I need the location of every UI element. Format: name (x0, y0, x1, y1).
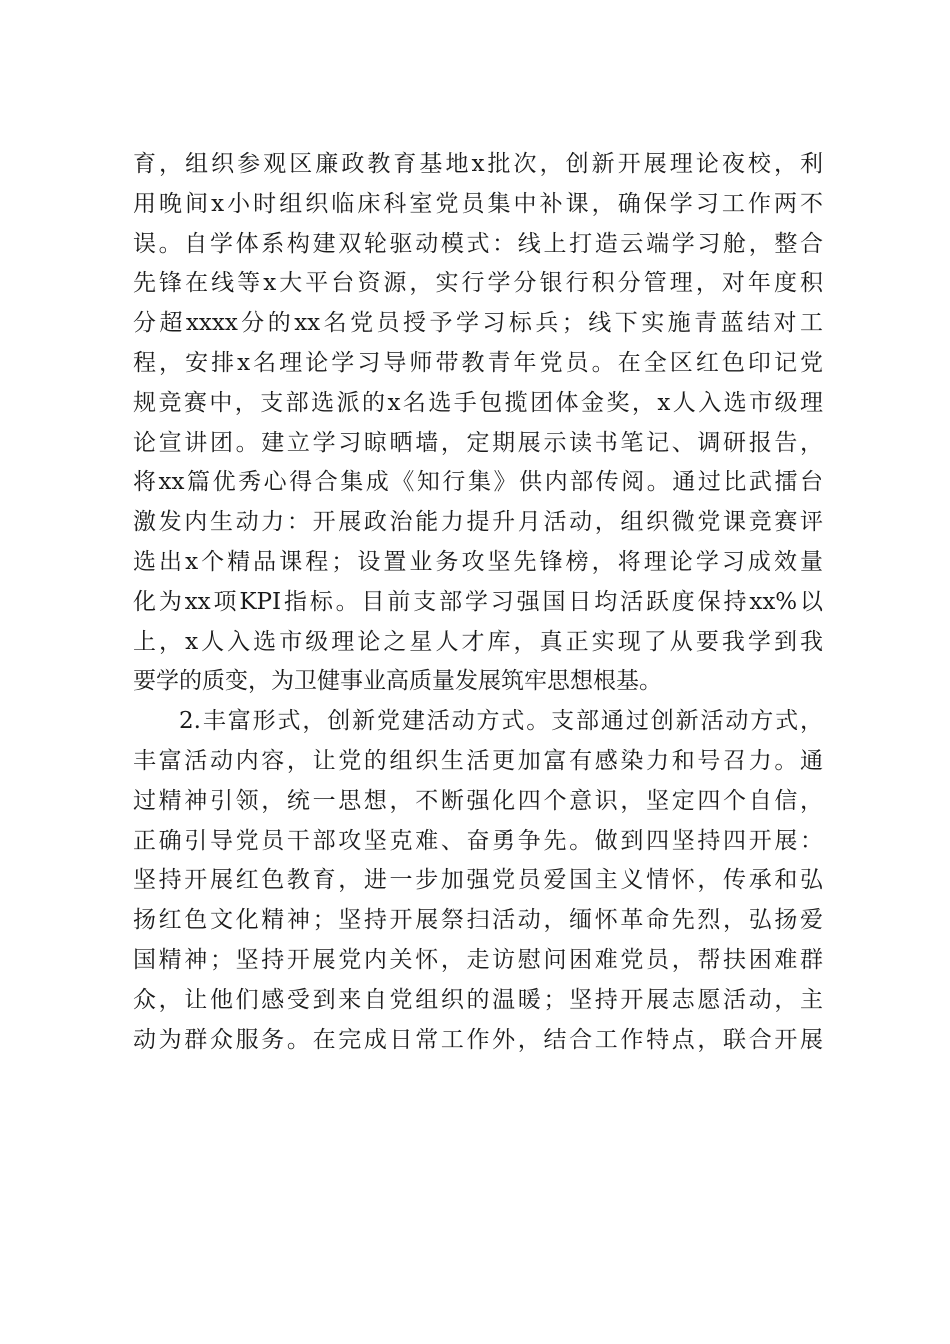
text-line: 要学的质变，为卫健事业高质量发展筑牢思想根基。 (133, 668, 662, 695)
text-line: 众，让他们感受到来自党组织的温暖；坚持开展志愿活动，主 (133, 986, 823, 1013)
text-line: 将xx篇优秀心得合集成《知行集》供内部传阅。通过比武擂台 (133, 469, 823, 496)
text-line: 上，x人入选市级理论之星人才库，真正实现了从要我学到我 (133, 628, 823, 655)
text-line: 丰富活动内容，让党的组织生活更加富有感染力和号召力。通 (133, 747, 823, 774)
text-line: 规竞赛中，支部选派的x名选手包揽团体金奖，x人入选市级理 (133, 389, 823, 416)
text-line: 国精神；坚持开展党内关怀，走访慰问困难党员，帮扶困难群 (133, 946, 823, 973)
body-text (133, 145, 823, 1060)
text-line: 选出x个精品课程；设置业务攻坚先锋榜，将理论学习成效量 (133, 548, 823, 575)
text-line: 激发内生动力：开展政治能力提升月活动，组织微党课竞赛评 (133, 509, 823, 536)
text-line: 误。自学体系构建双轮驱动模式：线上打造云端学习舱，整合 (133, 230, 823, 257)
section-heading-line: 2.丰富形式，创新党建活动方式。支部通过创新活动方式， (179, 708, 823, 735)
text-line: 坚持开展红色教育，进一步加强党员爱国主义情怀，传承和弘 (133, 867, 823, 894)
text-line: 先锋在线等x大平台资源，实行学分银行积分管理，对年度积 (133, 270, 823, 297)
text-line: 动为群众服务。在完成日常工作外，结合工作特点，联合开展 (133, 1026, 823, 1053)
text-line: 育，组织参观区廉政教育基地x批次，创新开展理论夜校，利 (133, 151, 823, 177)
text-line: 程，安排x名理论学习导师带教青年党员。在全区红色印记党 (133, 349, 823, 376)
text-line: 论宣讲团。建立学习晾晒墙，定期展示读书笔记、调研报告， (133, 429, 823, 456)
text-line: 分超xxxx分的xx名党员授予学习标兵；线下实施青蓝结对工 (133, 310, 823, 337)
text-line: 正确引导党员干部攻坚克难、奋勇争先。做到四坚持四开展： (133, 827, 823, 854)
text-line: 化为xx项KPI指标。目前支部学习强国日均活跃度保持xx%以 (133, 588, 823, 615)
text-line: 用晚间x小时组织临床科室党员集中补课，确保学习工作两不 (133, 190, 823, 217)
text-line: 扬红色文化精神；坚持开展祭扫活动，缅怀革命先烈，弘扬爱 (133, 907, 823, 934)
text-line: 过精神引领，统一思想，不断强化四个意识，坚定四个自信， (133, 787, 823, 814)
